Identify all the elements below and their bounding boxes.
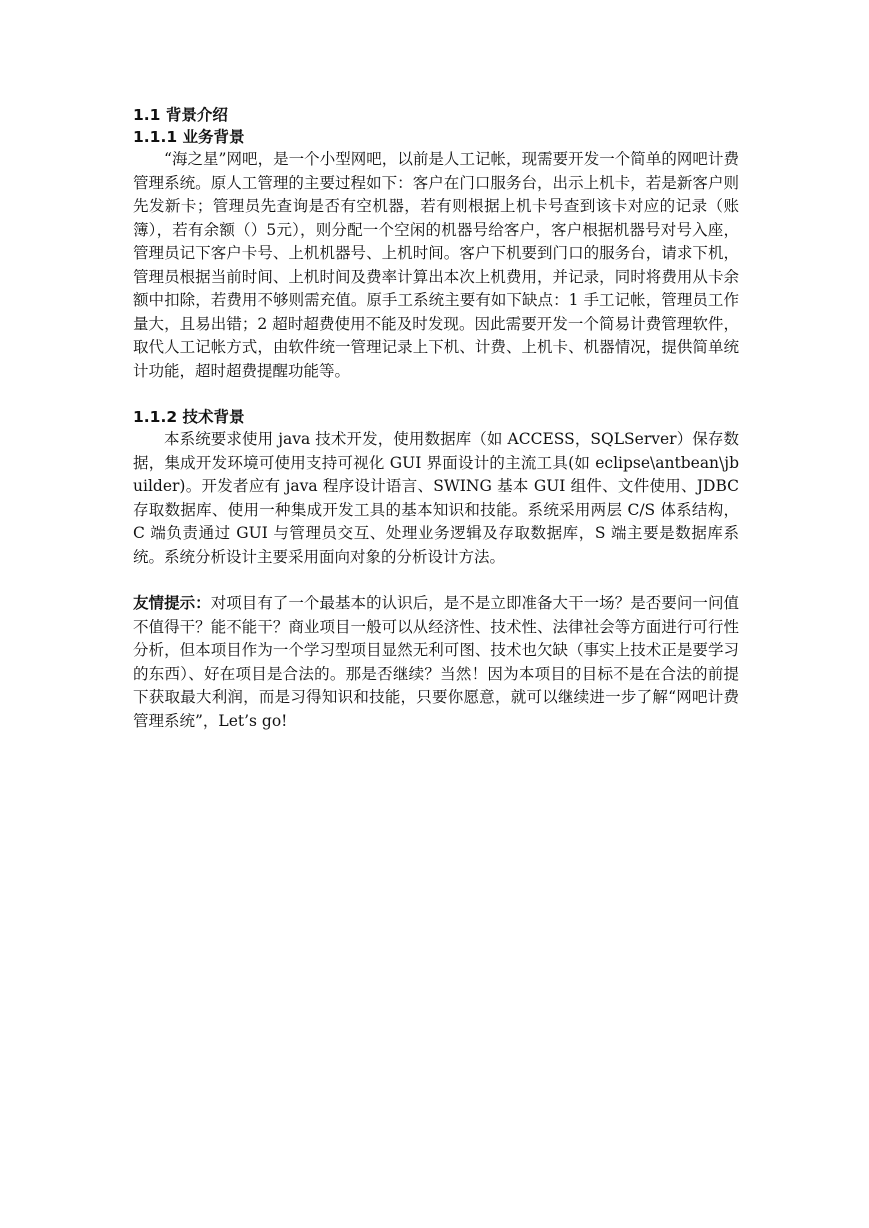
friendly-tip-text: 对项目有了一个最基本的认识后，是不是立即准备大干一场？是否要问一问值不值得干？能不能干？商业项目一般可以从经济性、技术性、法律社会等方面进行可行性分析，但本项目作为一个学习型项目显然无利可图、技术也欠缺（事实上技术正是要学习的东西）、好在项目是合法的。那是否继续？当然！因为本项目的目标不是在合法的前提下获取最大利润，而是习得知识和技能，只要你愿意，就可以继续进一步了解“网吧计费管理系统”，Let’s go! (133, 594, 739, 730)
section-heading: 1.1 背景介绍 (133, 106, 228, 124)
technical-background-paragraph: 本系统要求使用 java 技术开发，使用数据库（如 ACCESS，SQLServer）保存数据，集成开发环境可使用支持可视化 GUI 界面设计的主流工具(如 eclipse\antbean\jbuilder)。开发者应有 java 程序设计语言、SWING 基本 GUI 组件、文件使用、JDBC 存取数据库、使用一种集成开发工具的基本知识和技能。系统采用两层 C/S 体系结构，C 端负责通过 GUI 与管理员交互、处理业务逻辑及存取数据库，S 端主要是数据库系统。系统分析设计主要采用面向对象的分析设计方法。 (133, 430, 739, 566)
paragraph-spacer (133, 383, 739, 406)
business-background-paragraph: “海之星”网吧，是一个小型网吧，以前是人工记帐，现需要开发一个简单的网吧计费管理系统。原人工管理的主要过程如下：客户在门口服务台，出示上机卡，若是新客户则先发新卡；管理员先查询是否有空机器，若有则根据上机卡号查到该卡对应的记录（账簿），若有余额（）5元），则分配一个空闲的机器号给客户，客户根据机器号对号入座，管理员记下客户卡号、上机机器号、上机时间。客户下机要到门口的服务台，请求下机，管理员根据当前时间、上机时间及费率计算出本次上机费用，并记录，同时将费用从卡余额中扣除，若费用不够则需充值。原手工系统主要有如下缺点：1 手工记帐，管理员工作量大，且易出错；2 超时超费使用不能及时发现。因此需要开发一个简易计费管理软件，取代人工记帐方式，由软件统一管理记录上下机、计费、上机卡、机器情况，提供简单统计功能，超时超费提醒功能等。 (133, 150, 739, 380)
friendly-tip-label: 友情提示： (133, 594, 211, 612)
technical-background-heading: 1.1.2 技术背景 (133, 408, 245, 426)
document-page (133, 104, 739, 733)
friendly-tip-paragraph (133, 592, 739, 733)
paragraph-spacer (133, 569, 739, 592)
business-background-heading: 1.1.1 业务背景 (133, 128, 245, 146)
